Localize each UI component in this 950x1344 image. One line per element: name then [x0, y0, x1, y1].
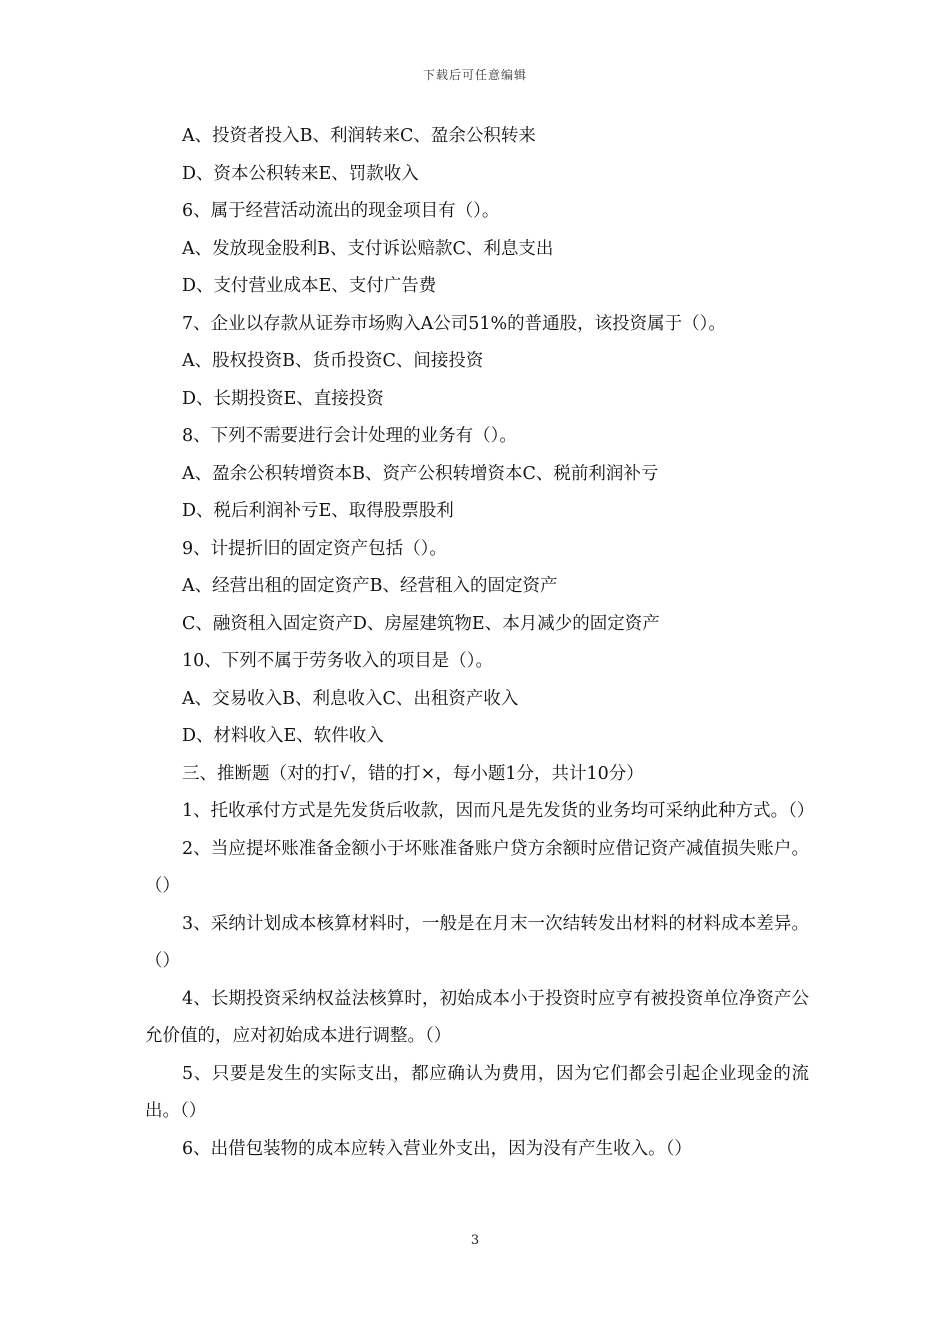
judgment-item-4: 4、长期投资采纳权益法核算时，初始成本小于投资时应亨有被投资单位净资产公允价值的，应对初始成本进行调整。（）	[145, 988, 809, 1046]
judgment-item-6: 6、出借包装物的成本应转入营业外支出，因为没有产生收入。（）	[182, 1138, 692, 1159]
option-line-q7-abc: A、股权投资B、货币投资C、间接投资	[182, 351, 484, 371]
question-7: 7、企业以存款从证券市场购入A公司51%的普通股，该投资属于（）。	[182, 313, 726, 334]
option-line-q9-ab: A、经营出租的固定资产B、经营租入的固定资产	[182, 576, 558, 596]
page-header: 下载后可任意编辑	[422, 68, 527, 82]
option-line-q7-de: D、长期投资E、直接投资	[182, 388, 384, 409]
option-line-q8-abc: A、盈余公积转增资本B、资产公积转增资本C、税前利润补亏	[182, 463, 659, 484]
option-line-q6-abc: A、发放现金股利B、支付诉讼赔款C、利息支出	[182, 238, 554, 259]
section-heading-judgment: 三、推断题（对的打√，错的打×，每小题1分，共计10分）	[182, 763, 644, 784]
option-line-q5-de: D、资本公积转来E、罚款收入	[182, 163, 419, 184]
option-line-q6-de: D、支付营业成本E、支付广告费	[182, 276, 437, 296]
judgment-item-2: 2、当应提坏账准备金额小于坏账准备账户贷方余额时应借记资产减值损失账户。（）	[145, 838, 809, 896]
option-line-q10-abc: A、交易收入B、利息收入C、出租资产收入	[182, 688, 519, 709]
judgment-item-3: 3、采纳计划成本核算材料时，一般是在月末一次结转发出材料的材料成本差异。（）	[145, 913, 809, 971]
question-8: 8、下列不需要进行会计处理的业务有（）。	[182, 426, 517, 446]
option-line-q9-cde: C、融资租入固定资产D、房屋建筑物E、本月减少的固定资产	[182, 613, 660, 634]
judgment-item-1: 1、托收承付方式是先发货后收款，因而凡是先发货的业务均可采纳此种方式。（）	[182, 801, 815, 821]
option-line-q8-de: D、税后利润补亏E、取得股票股利	[182, 501, 454, 521]
question-6: 6、属于经营活动流出的现金项目有（）。	[182, 201, 500, 221]
option-line-q5-abc: A、投资者投入B、利润转来C、盈余公积转来	[182, 126, 536, 146]
question-10: 10、下列不属于劳务收入的项目是（）。	[182, 651, 494, 671]
judgment-item-5: 5、只要是发生的实际支出，都应确认为费用，因为它们都会引起企业现金的流出。（）	[145, 1063, 809, 1121]
question-9: 9、计提折旧的固定资产包括（）。	[182, 538, 447, 559]
document-body	[145, 118, 815, 1168]
page-number: 3	[470, 1233, 480, 1248]
option-line-q10-de: D、材料收入E、软件收入	[182, 726, 384, 746]
